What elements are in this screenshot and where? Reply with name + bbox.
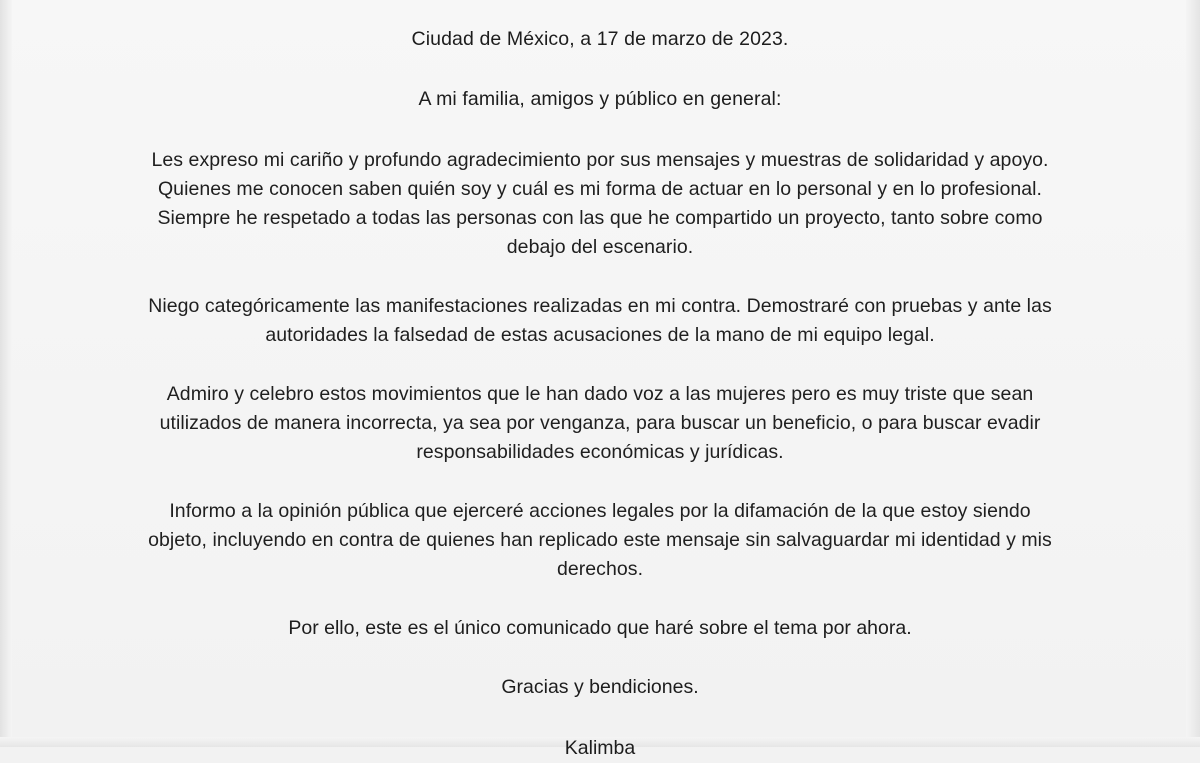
letter-closing: Por ello, este es el único comunicado que haré sobre el tema por ahora.: [288, 617, 912, 639]
letter-body: [140, 24, 1060, 763]
letter-salutation: A mi familia, amigos y público en general:: [418, 88, 782, 110]
letter-paragraph-4: Informo a la opinión pública que ejerceré acciones legales por la difamación de la que estoy siendo objeto, incluyendo en contra de quienes han replicado este mensaje sin salvaguardar mi identidad y mis derechos.: [148, 500, 1052, 580]
paper-edge-left: [0, 0, 12, 747]
paper-edge-right: [1186, 0, 1200, 747]
letter-paragraph-2: Niego categóricamente las manifestaciones realizadas en mi contra. Demostraré con pruebas y ante las autoridades la falsedad de estas acusaciones de la mano de mi equipo legal.: [148, 295, 1052, 346]
letter-signature: Kalimba: [564, 737, 636, 759]
letter-date-line: Ciudad de México, a 17 de marzo de 2023.: [411, 28, 789, 50]
letter-paragraph-3: Admiro y celebro estos movimientos que le han dado voz a las mujeres pero es muy triste que sean utilizados de manera incorrecta, ya sea por venganza, para buscar un beneficio, o para buscar evadir responsabilidades económicas y jurídicas.: [159, 383, 1041, 463]
letter-thanks: Gracias y bendiciones.: [501, 676, 699, 698]
letter-paragraph-1: Les expreso mi cariño y profundo agradecimiento por sus mensajes y muestras de solidaridad y apoyo. Quienes me conocen saben quién soy y cuál es mi forma de actuar en lo personal y en lo profesional. Siempre he respetado a todas las personas con las que he compartido un proyecto, tanto sobre como debajo del escenario.: [151, 149, 1049, 258]
